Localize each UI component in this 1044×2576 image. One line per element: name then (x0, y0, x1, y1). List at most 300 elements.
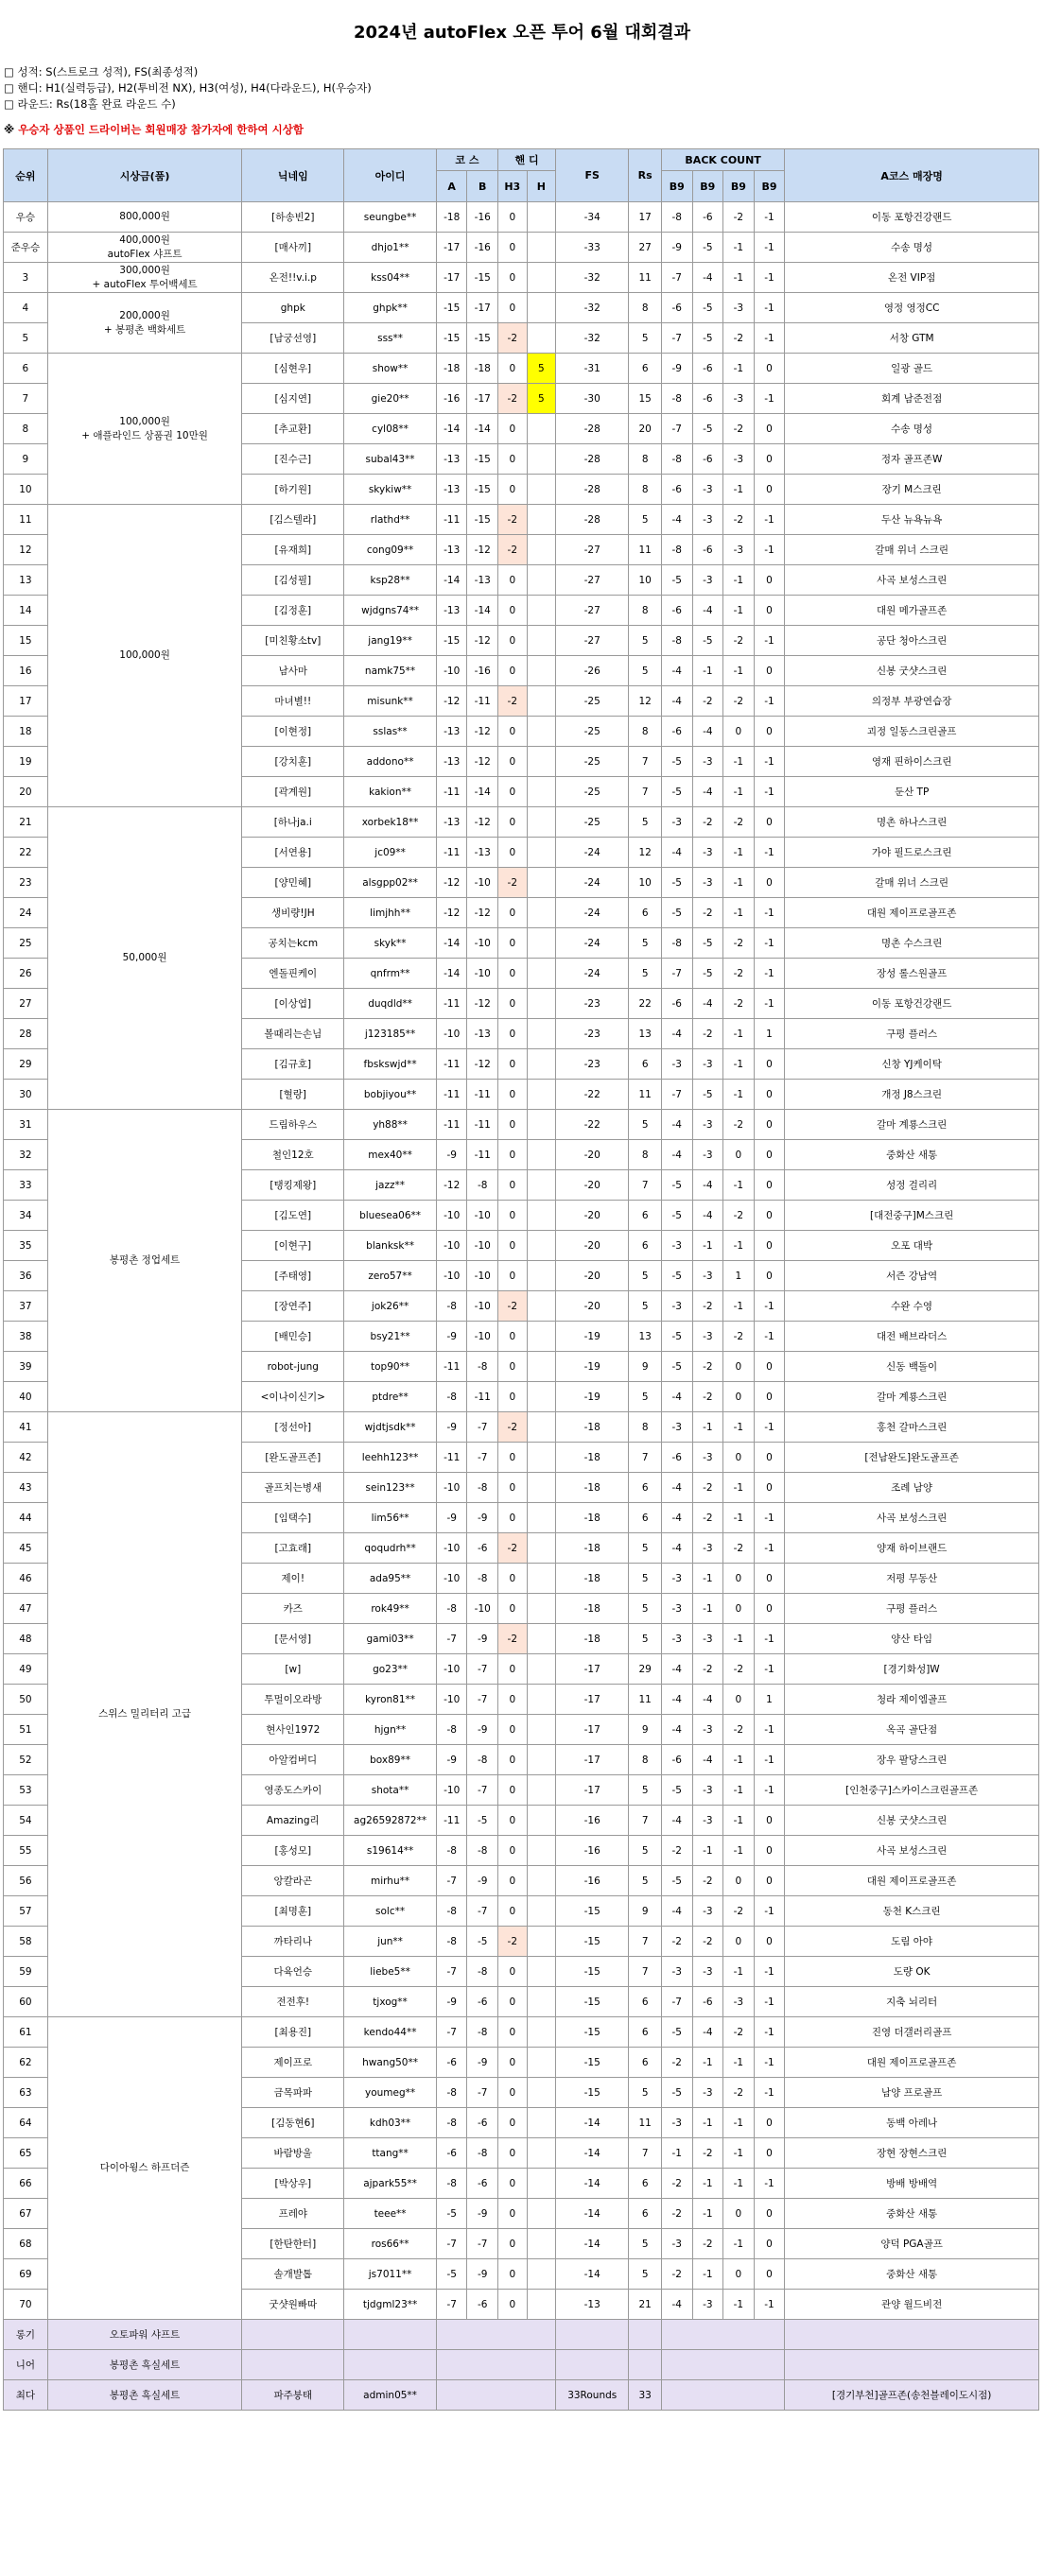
rounds-cell: 5 (629, 1836, 662, 1866)
back-count-1-cell: -4 (661, 656, 692, 686)
user-id-cell: blanksk** (344, 1231, 437, 1261)
handicap-h3-cell: -2 (498, 1624, 528, 1654)
back-count-2-cell: -1 (692, 2199, 723, 2229)
course-a-cell: -8 (436, 1896, 467, 1927)
rank-cell: 68 (4, 2229, 48, 2259)
notice-text: 우승자 상품인 드라이버는 회원매장 참가자에 한하여 시상함 (18, 123, 304, 136)
handicap-h3-cell: 0 (498, 1957, 528, 1987)
back-count-1-cell: -5 (661, 1866, 692, 1896)
rounds-cell: 7 (629, 1927, 662, 1957)
rounds-cell: 6 (629, 2199, 662, 2229)
back-count-1-cell: -5 (661, 2078, 692, 2108)
award-fs-cell (556, 2350, 629, 2380)
back-count-1-cell: -6 (661, 1745, 692, 1775)
course-b-cell: -17 (467, 293, 498, 323)
user-id-cell: ajpark55** (344, 2169, 437, 2199)
user-id-cell: rlathd** (344, 505, 437, 535)
handicap-h3-cell: -2 (498, 686, 528, 717)
back-count-4-cell: 0 (754, 2229, 785, 2259)
course-b-cell: -10 (467, 1322, 498, 1352)
legend-line-score: □ 성적: S(스트로크 성적), FS(최종성적) (4, 65, 199, 78)
back-count-4-cell: 0 (754, 2138, 785, 2169)
handicap-h-cell (527, 1896, 556, 1927)
back-count-3-cell: -2 (723, 1533, 755, 1564)
store-name-cell: 명촌 하나스크린 (785, 807, 1039, 838)
rounds-cell: 5 (629, 2259, 662, 2290)
course-b-cell: -10 (467, 1594, 498, 1624)
course-a-cell: -11 (436, 1806, 467, 1836)
store-name-cell: 괴정 일동스크린골프 (785, 717, 1039, 747)
back-count-1-cell: -5 (661, 565, 692, 596)
back-count-1-cell: -5 (661, 1201, 692, 1231)
course-b-cell: -12 (467, 747, 498, 777)
header-rs: Rs (629, 149, 662, 202)
back-count-2-cell: -3 (692, 565, 723, 596)
store-name-cell: 양덕 PGA골프 (785, 2229, 1039, 2259)
rank-cell: 26 (4, 959, 48, 989)
back-count-4-cell: 1 (754, 1685, 785, 1715)
back-count-1-cell: -8 (661, 384, 692, 414)
rounds-cell: 5 (629, 1382, 662, 1412)
course-b-cell: -7 (467, 1654, 498, 1685)
rounds-cell: 8 (629, 1412, 662, 1443)
back-count-1-cell: -3 (661, 2108, 692, 2138)
course-b-cell: -15 (467, 323, 498, 354)
course-b-cell: -12 (467, 1049, 498, 1080)
back-count-1-cell: -8 (661, 535, 692, 565)
final-score-cell: -27 (556, 626, 629, 656)
final-score-cell: -24 (556, 928, 629, 959)
nickname-cell: [유재희] (242, 535, 344, 565)
handicap-h-cell (527, 868, 556, 898)
back-count-4-cell: 0 (754, 354, 785, 384)
handicap-h3-cell: 0 (498, 1382, 528, 1412)
award-course-cell (436, 2350, 555, 2380)
course-a-cell: -13 (436, 596, 467, 626)
back-count-1-cell: -2 (661, 2048, 692, 2078)
course-a-cell: -11 (436, 838, 467, 868)
handicap-h-cell (527, 2169, 556, 2199)
rank-cell: 67 (4, 2199, 48, 2229)
handicap-h-cell (527, 596, 556, 626)
back-count-2-cell: -2 (692, 1382, 723, 1412)
handicap-h-cell (527, 565, 556, 596)
back-count-4-cell: 0 (754, 1080, 785, 1110)
course-b-cell: -16 (467, 233, 498, 263)
handicap-h3-cell: -2 (498, 1291, 528, 1322)
back-count-1-cell: -4 (661, 1110, 692, 1140)
back-count-1-cell: -3 (661, 2229, 692, 2259)
rank-cell: 우승 (4, 202, 48, 233)
back-count-3-cell: 0 (723, 2259, 755, 2290)
store-name-cell: 대전 배브라더스 (785, 1322, 1039, 1352)
back-count-3-cell: -1 (723, 1170, 755, 1201)
handicap-h-cell (527, 414, 556, 444)
rounds-cell: 5 (629, 626, 662, 656)
header-nickname: 닉네임 (242, 149, 344, 202)
rank-cell: 57 (4, 1896, 48, 1927)
handicap-h-cell (527, 293, 556, 323)
handicap-h-cell (527, 1261, 556, 1291)
course-a-cell: -9 (436, 1322, 467, 1352)
nickname-cell: [박상우] (242, 2169, 344, 2199)
rounds-cell: 5 (629, 1624, 662, 1654)
handicap-h3-cell: 0 (498, 202, 528, 233)
nickname-cell: 아알컴버디 (242, 1745, 344, 1775)
back-count-4-cell: 0 (754, 1231, 785, 1261)
rank-cell: 24 (4, 898, 48, 928)
course-b-cell: -11 (467, 1080, 498, 1110)
nickname-cell: 굿샷원빠따 (242, 2290, 344, 2320)
course-a-cell: -12 (436, 898, 467, 928)
store-name-cell: 서창 GTM (785, 323, 1039, 354)
back-count-2-cell: -4 (692, 777, 723, 807)
nickname-cell: [한탄한터] (242, 2229, 344, 2259)
back-count-2-cell: -3 (692, 1957, 723, 1987)
back-count-3-cell: -2 (723, 2017, 755, 2048)
store-name-cell: [인천중구]스카이스크린골프존 (785, 1775, 1039, 1806)
course-b-cell: -11 (467, 1140, 498, 1170)
back-count-3-cell: -1 (723, 1080, 755, 1110)
handicap-h3-cell: 0 (498, 2138, 528, 2169)
handicap-h-cell (527, 1533, 556, 1564)
back-count-3-cell: -1 (723, 1806, 755, 1836)
back-count-2-cell: -2 (692, 1503, 723, 1533)
back-count-1-cell: -3 (661, 1594, 692, 1624)
rounds-cell: 9 (629, 1352, 662, 1382)
course-b-cell: -10 (467, 1231, 498, 1261)
final-score-cell: -32 (556, 263, 629, 293)
handicap-h3-cell: 0 (498, 1110, 528, 1140)
back-count-4-cell: -1 (754, 1624, 785, 1654)
back-count-3-cell: -2 (723, 2078, 755, 2108)
rounds-cell: 6 (629, 2017, 662, 2048)
header-b9-2: B9 (692, 171, 723, 202)
handicap-h3-cell: 0 (498, 898, 528, 928)
rounds-cell: 5 (629, 1775, 662, 1806)
back-count-3-cell: -2 (723, 928, 755, 959)
handicap-h3-cell: 0 (498, 354, 528, 384)
back-count-4-cell: 0 (754, 414, 785, 444)
course-a-cell: -6 (436, 2138, 467, 2169)
rounds-cell: 11 (629, 1080, 662, 1110)
handicap-h3-cell: -2 (498, 1927, 528, 1957)
store-name-cell: 영정 영정CC (785, 293, 1039, 323)
rounds-cell: 5 (629, 2078, 662, 2108)
handicap-h3-cell: -2 (498, 1412, 528, 1443)
back-count-3-cell: -2 (723, 1201, 755, 1231)
back-count-4-cell: -1 (754, 263, 785, 293)
back-count-2-cell: -3 (692, 2078, 723, 2108)
rounds-cell: 8 (629, 1745, 662, 1775)
rank-cell: 12 (4, 535, 48, 565)
handicap-h-cell (527, 959, 556, 989)
header-fs: FS (556, 149, 629, 202)
rank-cell: 60 (4, 1987, 48, 2017)
rounds-cell: 13 (629, 1322, 662, 1352)
final-score-cell: -16 (556, 1836, 629, 1866)
back-count-1-cell: -7 (661, 414, 692, 444)
user-id-cell: hwang50** (344, 2048, 437, 2078)
rank-cell: 56 (4, 1866, 48, 1896)
rounds-cell: 11 (629, 1685, 662, 1715)
header-store: A코스 매장명 (785, 149, 1039, 202)
back-count-4-cell: 0 (754, 1140, 785, 1170)
award-course-cell (436, 2320, 555, 2350)
handicap-h-cell: 5 (527, 354, 556, 384)
handicap-h-cell (527, 233, 556, 263)
nickname-cell: 엔돌핀케이 (242, 959, 344, 989)
back-count-2-cell: -6 (692, 1987, 723, 2017)
header-b9-4: B9 (754, 171, 785, 202)
final-score-cell: -14 (556, 2169, 629, 2199)
header-course-b: B (467, 171, 498, 202)
handicap-h3-cell: 0 (498, 2229, 528, 2259)
rounds-cell: 22 (629, 989, 662, 1019)
final-score-cell: -19 (556, 1322, 629, 1352)
course-a-cell: -15 (436, 293, 467, 323)
handicap-h3-cell: 0 (498, 1049, 528, 1080)
final-score-cell: -24 (556, 898, 629, 928)
handicap-h-cell (527, 1412, 556, 1443)
table-row (4, 233, 1039, 263)
course-a-cell: -11 (436, 1080, 467, 1110)
course-a-cell: -5 (436, 2199, 467, 2229)
handicap-h3-cell: 0 (498, 1201, 528, 1231)
back-count-2-cell: -3 (692, 1110, 723, 1140)
rank-cell: 64 (4, 2108, 48, 2138)
rank-cell: 14 (4, 596, 48, 626)
store-name-cell: 영재 핀하이스크린 (785, 747, 1039, 777)
handicap-h-cell (527, 1836, 556, 1866)
user-id-cell: misunk** (344, 686, 437, 717)
back-count-4-cell: 0 (754, 1261, 785, 1291)
rounds-cell: 8 (629, 475, 662, 505)
course-a-cell: -11 (436, 777, 467, 807)
course-a-cell: -14 (436, 414, 467, 444)
prize-cell: 다이아윙스 하프더즌 (47, 2017, 242, 2320)
store-name-cell: 이동 포항건강랜드 (785, 989, 1039, 1019)
back-count-4-cell: -1 (754, 293, 785, 323)
award-type-cell: 니어 (4, 2350, 48, 2380)
back-count-3-cell: 0 (723, 2199, 755, 2229)
handicap-h-cell (527, 928, 556, 959)
table-row (4, 807, 1039, 838)
rank-cell: 40 (4, 1382, 48, 1412)
store-name-cell: 중화산 새통 (785, 2199, 1039, 2229)
back-count-4-cell: 0 (754, 1201, 785, 1231)
final-score-cell: -16 (556, 1806, 629, 1836)
back-count-1-cell: -7 (661, 263, 692, 293)
back-count-2-cell: -6 (692, 535, 723, 565)
rounds-cell: 9 (629, 1715, 662, 1745)
user-id-cell: sein123** (344, 1473, 437, 1503)
rank-cell: 43 (4, 1473, 48, 1503)
rank-cell: 52 (4, 1745, 48, 1775)
award-nickname-cell: 파주붕태 (242, 2380, 344, 2411)
nickname-cell: 철인12호 (242, 1140, 344, 1170)
table-row (4, 202, 1039, 233)
header-handicap: 핸 디 (498, 149, 556, 171)
course-a-cell: -10 (436, 1019, 467, 1049)
course-b-cell: -7 (467, 1412, 498, 1443)
nickname-cell: [w] (242, 1654, 344, 1685)
course-a-cell: -9 (436, 1503, 467, 1533)
course-a-cell: -9 (436, 1412, 467, 1443)
back-count-1-cell: -6 (661, 1443, 692, 1473)
handicap-h-cell (527, 1322, 556, 1352)
back-count-3-cell: 0 (723, 1866, 755, 1896)
final-score-cell: -14 (556, 2229, 629, 2259)
store-name-cell: 의정부 부광연습장 (785, 686, 1039, 717)
store-name-cell: 갈매 위너 스크린 (785, 868, 1039, 898)
user-id-cell: show** (344, 354, 437, 384)
rounds-cell: 6 (629, 2048, 662, 2078)
handicap-h-cell (527, 2138, 556, 2169)
back-count-4-cell: -1 (754, 2290, 785, 2320)
back-count-1-cell: -5 (661, 1352, 692, 1382)
back-count-1-cell: -5 (661, 868, 692, 898)
back-count-1-cell: -5 (661, 898, 692, 928)
user-id-cell: mex40** (344, 1140, 437, 1170)
nickname-cell: 프레야 (242, 2199, 344, 2229)
rounds-cell: 5 (629, 928, 662, 959)
course-b-cell: -15 (467, 444, 498, 475)
handicap-h3-cell: 0 (498, 1140, 528, 1170)
back-count-3-cell: -1 (723, 656, 755, 686)
back-count-4-cell: -1 (754, 323, 785, 354)
back-count-3-cell: -2 (723, 959, 755, 989)
rank-cell: 42 (4, 1443, 48, 1473)
course-a-cell: -7 (436, 2229, 467, 2259)
back-count-3-cell: -1 (723, 565, 755, 596)
handicap-h3-cell: 0 (498, 444, 528, 475)
rounds-cell: 5 (629, 959, 662, 989)
award-prize-cell: 봉평촌 흑실세트 (47, 2380, 242, 2411)
back-count-1-cell: -4 (661, 1715, 692, 1745)
back-count-4-cell: 0 (754, 1352, 785, 1382)
back-count-3-cell: -2 (723, 807, 755, 838)
rounds-cell: 5 (629, 1291, 662, 1322)
store-name-cell: 장기 M스크린 (785, 475, 1039, 505)
store-name-cell: 구평 플러스 (785, 1594, 1039, 1624)
user-id-cell: shota** (344, 1775, 437, 1806)
course-b-cell: -7 (467, 1775, 498, 1806)
final-score-cell: -19 (556, 1382, 629, 1412)
rank-cell: 준우승 (4, 233, 48, 263)
back-count-1-cell: -7 (661, 323, 692, 354)
back-count-4-cell: -1 (754, 233, 785, 263)
handicap-h3-cell: 0 (498, 838, 528, 868)
course-b-cell: -12 (467, 535, 498, 565)
back-count-4-cell: 0 (754, 1170, 785, 1201)
back-count-1-cell: -4 (661, 1806, 692, 1836)
final-score-cell: -32 (556, 323, 629, 354)
table-row (4, 263, 1039, 293)
rank-cell: 61 (4, 2017, 48, 2048)
back-count-2-cell: -3 (692, 1049, 723, 1080)
back-count-1-cell: -9 (661, 354, 692, 384)
back-count-2-cell: -6 (692, 384, 723, 414)
handicap-h3-cell: 0 (498, 263, 528, 293)
back-count-4-cell: -1 (754, 989, 785, 1019)
course-a-cell: -15 (436, 626, 467, 656)
back-count-1-cell: -8 (661, 626, 692, 656)
rank-cell: 45 (4, 1533, 48, 1564)
back-count-3-cell: 0 (723, 1382, 755, 1412)
back-count-2-cell: -3 (692, 868, 723, 898)
nickname-cell: [심지연] (242, 384, 344, 414)
rank-cell: 38 (4, 1322, 48, 1352)
nickname-cell: [김규호] (242, 1049, 344, 1080)
rounds-cell: 15 (629, 384, 662, 414)
course-b-cell: -9 (467, 1503, 498, 1533)
store-name-cell: 대원 제이프로골프존 (785, 1866, 1039, 1896)
store-name-cell: [대전중구]M스크린 (785, 1201, 1039, 1231)
store-name-cell: 수송 명성 (785, 414, 1039, 444)
course-b-cell: -12 (467, 898, 498, 928)
nickname-cell: 영종도스카이 (242, 1775, 344, 1806)
user-id-cell: rok49** (344, 1594, 437, 1624)
award-fs-cell: 33Rounds (556, 2380, 629, 2411)
final-score-cell: -25 (556, 717, 629, 747)
nickname-cell: Amazing리 (242, 1806, 344, 1836)
table-row (4, 2017, 1039, 2048)
rank-cell: 44 (4, 1503, 48, 1533)
final-score-cell: -22 (556, 1080, 629, 1110)
prize-cell: 100,000원 + 애플라인드 상품권 10만원 (47, 354, 242, 505)
back-count-1-cell: -8 (661, 928, 692, 959)
handicap-h-cell (527, 1443, 556, 1473)
back-count-2-cell: -3 (692, 1140, 723, 1170)
handicap-h3-cell: 0 (498, 1896, 528, 1927)
store-name-cell: [경기화성]W (785, 1654, 1039, 1685)
award-rs-cell: 33 (629, 2380, 662, 2411)
store-name-cell: 회계 남준전점 (785, 384, 1039, 414)
back-count-1-cell: -4 (661, 1019, 692, 1049)
rank-cell: 22 (4, 838, 48, 868)
rounds-cell: 6 (629, 2169, 662, 2199)
rounds-cell: 5 (629, 1261, 662, 1291)
back-count-1-cell: -4 (661, 1896, 692, 1927)
handicap-h-cell (527, 1503, 556, 1533)
user-id-cell: box89** (344, 1745, 437, 1775)
rank-cell: 55 (4, 1836, 48, 1866)
back-count-4-cell: -1 (754, 928, 785, 959)
nickname-cell: [남궁선영] (242, 323, 344, 354)
nickname-cell: [정선아] (242, 1412, 344, 1443)
rank-cell: 31 (4, 1110, 48, 1140)
back-count-2-cell: -1 (692, 2108, 723, 2138)
back-count-1-cell: -2 (661, 2259, 692, 2290)
back-count-4-cell: -1 (754, 535, 785, 565)
award-store-cell (785, 2320, 1039, 2350)
handicap-h-cell (527, 807, 556, 838)
header-prize: 시상금(품) (47, 149, 242, 202)
store-name-cell: 정자 골프존W (785, 444, 1039, 475)
final-score-cell: -33 (556, 233, 629, 263)
handicap-h3-cell: 0 (498, 293, 528, 323)
course-a-cell: -12 (436, 1170, 467, 1201)
final-score-cell: -27 (556, 596, 629, 626)
rank-cell: 6 (4, 354, 48, 384)
back-count-2-cell: -3 (692, 1715, 723, 1745)
header-course: 코 스 (436, 149, 497, 171)
back-count-2-cell: -3 (692, 1533, 723, 1564)
handicap-h3-cell: 0 (498, 2078, 528, 2108)
back-count-1-cell: -5 (661, 747, 692, 777)
prize-cell: 100,000원 (47, 505, 242, 807)
